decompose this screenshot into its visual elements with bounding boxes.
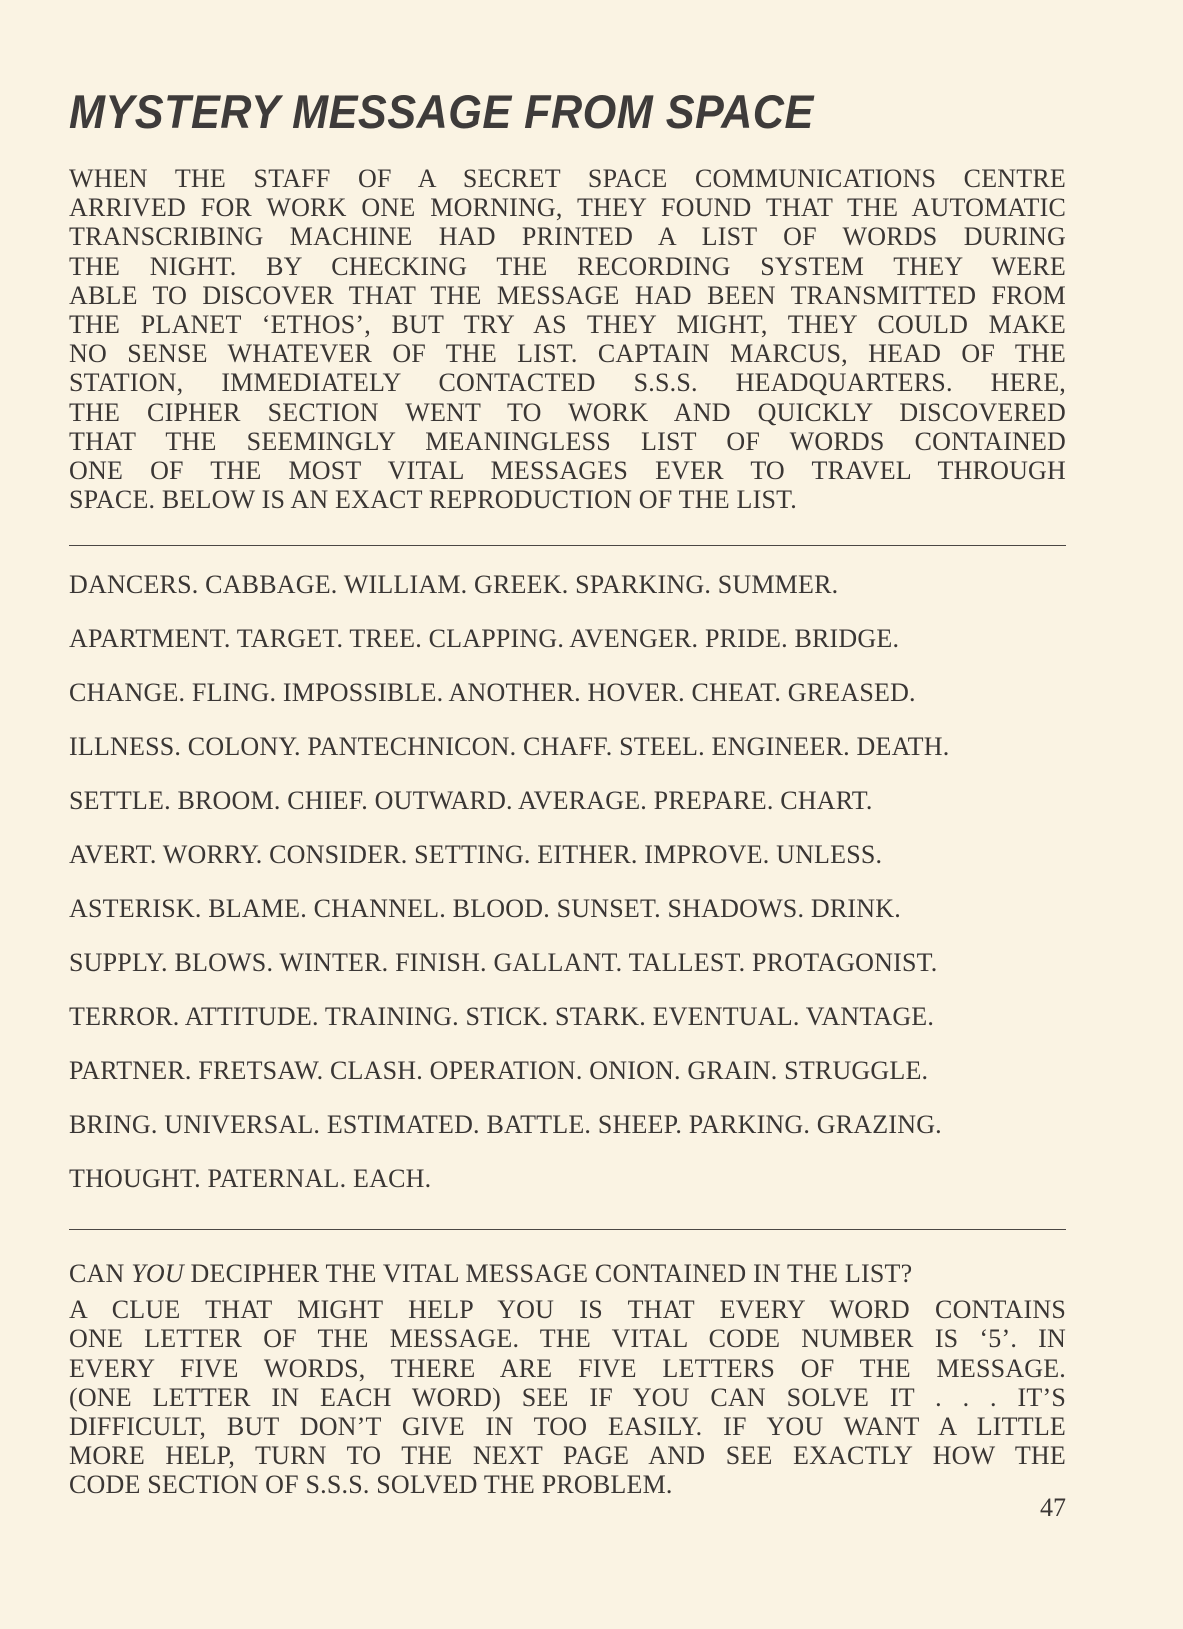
intro-line: WHEN THE STAFF OF A SECRET SPACE COMMUNICATIONS CENTRE: [69, 164, 1066, 193]
clue-line: EVERY FIVE WORDS, THERE ARE FIVE LETTERS OF THE MESSAGE.: [69, 1353, 1066, 1383]
intro-line: STATION, IMMEDIATELY CONTACTED S.S.S. HEADQUARTERS. HERE,: [69, 368, 1066, 398]
word-list-line: APARTMENT. TARGET. TREE. CLAPPING. AVENGER. PRIDE. BRIDGE.: [69, 624, 900, 653]
clue-section: [69, 1259, 1066, 1500]
intro-line: SPACE. BELOW IS AN EXACT REPRODUCTION OF THE LIST.: [69, 485, 797, 515]
intro-line: ONE OF THE MOST VITAL MESSAGES EVER TO TRAVEL THROUGH: [69, 456, 1066, 486]
word-list-line: THOUGHT. PATERNAL. EACH.: [69, 1164, 432, 1193]
word-list-line: DANCERS. CABBAGE. WILLIAM. GREEK. SPARKING. SUMMER.: [69, 570, 839, 599]
word-list-line: AVERT. WORRY. CONSIDER. SETTING. EITHER. IMPROVE. UNLESS.: [69, 840, 883, 869]
word-list-line: CHANGE. FLING. IMPOSSIBLE. ANOTHER. HOVER. CHEAT. GREASED.: [69, 678, 916, 707]
intro-line: THE PLANET ‘ETHOS’, BUT TRY AS THEY MIGHT, THEY COULD MAKE: [69, 310, 1066, 340]
challenge-question: [69, 1259, 1066, 1288]
book-page: [69, 0, 1066, 1629]
intro-line: NO SENSE WHATEVER OF THE LIST. CAPTAIN MARCUS, HEAD OF THE: [69, 339, 1066, 369]
clue-line: ONE LETTER OF THE MESSAGE. THE VITAL CODE NUMBER IS ‘5’. IN: [69, 1324, 1066, 1354]
clue-line: (ONE LETTER IN EACH WORD) SEE IF YOU CAN SOLVE IT . . . IT’S: [69, 1382, 1066, 1412]
word-list-line: TERROR. ATTITUDE. TRAINING. STICK. STARK. EVENTUAL. VANTAGE.: [69, 1002, 935, 1031]
intro-line: ARRIVED FOR WORK ONE MORNING, THEY FOUND THAT THE AUTOMATIC: [69, 193, 1066, 223]
bottom-divider: [69, 1229, 1066, 1230]
word-list-line: BRING. UNIVERSAL. ESTIMATED. BATTLE. SHEEP. PARKING. GRAZING.: [69, 1110, 942, 1139]
word-list-line: ILLNESS. COLONY. PANTECHNICON. CHAFF. STEEL. ENGINEER. DEATH.: [69, 732, 950, 761]
clue-line: DIFFICULT, BUT DON’T GIVE IN TOO EASILY. IF YOU WANT A LITTLE: [69, 1412, 1066, 1442]
intro-paragraph: [69, 164, 1066, 514]
top-divider: [69, 545, 1066, 546]
intro-line: TRANSCRIBING MACHINE HAD PRINTED A LIST OF WORDS DURING: [69, 222, 1066, 252]
clue-line: MORE HELP, TURN TO THE NEXT PAGE AND SEE EXACTLY HOW THE: [69, 1441, 1066, 1471]
clue-line: CODE SECTION OF S.S.S. SOLVED THE PROBLEM.: [69, 1470, 673, 1500]
question-end: DECIPHER THE VITAL MESSAGE CONTAINED IN THE LIST?: [183, 1259, 913, 1288]
question-start: CAN: [69, 1259, 132, 1288]
word-list-line: SUPPLY. BLOWS. WINTER. FINISH. GALLANT. TALLEST. PROTAGONIST.: [69, 948, 938, 977]
word-list-line: PARTNER. FRETSAW. CLASH. OPERATION. ONION. GRAIN. STRUGGLE.: [69, 1056, 929, 1085]
intro-line: THE CIPHER SECTION WENT TO WORK AND QUICKLY DISCOVERED: [69, 397, 1066, 427]
intro-line: THE NIGHT. BY CHECKING THE RECORDING SYSTEM THEY WERE: [69, 251, 1066, 281]
question-emphasis: YOU: [131, 1259, 184, 1288]
page-number: 47: [1040, 1493, 1066, 1522]
intro-line: THAT THE SEEMINGLY MEANINGLESS LIST OF WORDS CONTAINED: [69, 426, 1066, 456]
word-list: [69, 570, 1066, 1218]
word-list-line: SETTLE. BROOM. CHIEF. OUTWARD. AVERAGE. PREPARE. CHART.: [69, 786, 873, 815]
page-title: MYSTERY MESSAGE FROM SPACE: [69, 85, 814, 138]
word-list-line: ASTERISK. BLAME. CHANNEL. BLOOD. SUNSET. SHADOWS. DRINK.: [69, 894, 901, 923]
intro-line: ABLE TO DISCOVER THAT THE MESSAGE HAD BEEN TRANSMITTED FROM: [69, 280, 1066, 310]
clue-line: A CLUE THAT MIGHT HELP YOU IS THAT EVERY WORD CONTAINS: [69, 1295, 1066, 1325]
